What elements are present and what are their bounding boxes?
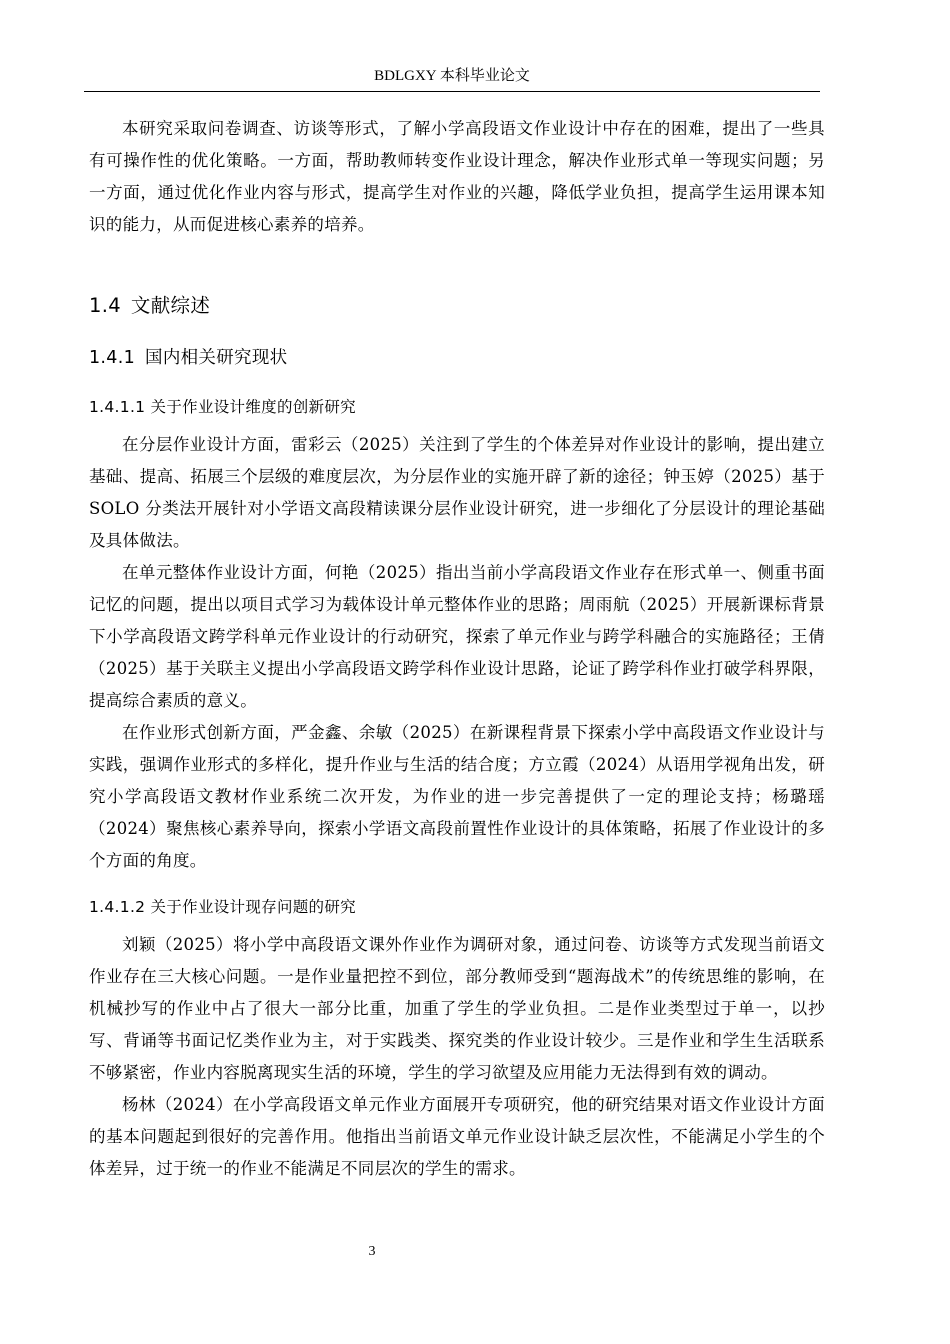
subsubsection-2-heading: 1.4.1.2 关于作业设计现存问题的研究 <box>89 898 356 916</box>
subsubsection-1-heading: 1.4.1.1 关于作业设计维度的创新研究 <box>89 398 356 416</box>
running-header: BDLGXY 本科毕业论文 <box>374 68 530 84</box>
paragraph-liu-ying: 刘颖（2025）将小学中高段语文课外作业作为调研对象，通过问卷、访谈等方式发现当前语文作业存在三大核心问题。一是作业量把控不到位，部分教师受到“题海战术”的传统思维的影响，在机械抄写的作业中占了很大一部分比重，加重了学生的学业负担。二是作业类型过于单一，以抄写、背诵等书面记忆类作业为主，对于实践类、探究类的作业设计较少。三是作业和学生生活联系不够紧密，作业内容脱离现实生活的环境，学生的学习欲望及应用能力无法得到有效的调动。 <box>89 935 825 1082</box>
page-number: 3 <box>368 1244 376 1259</box>
subsection-heading <box>89 343 825 373</box>
section-number: 1.4 <box>89 294 121 317</box>
paragraph-form-innovation: 在作业形式创新方面，严金鑫、余敏（2025）在新课程背景下探索小学中高段语文作业设计与实践，强调作业形式的多样化，提升作业与生活的结合度；方立霞（2024）从语用学视角出发，研究小学高段语文教材作业系统二次开发，为作业的进一步完善提供了一定的理论支持；杨璐瑶（2024）聚焦核心素养导向，探索小学语文高段前置性作业设计的具体策略，拓展了作业设计的多个方面的角度。 <box>89 723 825 870</box>
section-title: 文献综述 <box>130 294 211 317</box>
paragraph-unit-homework: 在单元整体作业设计方面，何艳（2025）指出当前小学高段语文作业存在形式单一、侧重书面记忆的问题，提出以项目式学习为载体设计单元整体作业的思路；周雨航（2025）开展新课标背景下小学高段语文跨学科单元作业设计的行动研究，探索了单元作业与跨学科融合的实施路径；王倩（2025）基于关联主义提出小学高段语文跨学科作业设计思路，论证了跨学科作业打破学科界限，提高综合素质的意义。 <box>89 563 825 710</box>
section-heading <box>89 291 825 321</box>
paragraph-layered-homework: 在分层作业设计方面，雷彩云（2025）关注到了学生的个体差异对作业设计的影响，提出建立基础、提高、拓展三个层级的难度层次，为分层作业的实施开辟了新的途径；钟玉婷（2025）基于 SOLO 分类法开展针对小学语文高段精读课分层作业设计研究，进一步细化了分层设计的理论基础及具体做法。 <box>89 435 825 550</box>
subsection-title: 国内相关研究现状 <box>145 348 288 368</box>
page-body <box>89 113 825 1185</box>
subsection-number: 1.4.1 <box>89 348 136 368</box>
intro-paragraph: 本研究采取问卷调查、访谈等形式，了解小学高段语文作业设计中存在的困难，提出了一些具有可操作性的优化策略。一方面，帮助教师转变作业设计理念，解决作业形式单一等现实问题；另一方面，通过优化作业内容与形式，提高学生对作业的兴趣，降低学业负担，提高学生运用课本知识的能力，从而促进核心素养的培养。 <box>89 119 825 234</box>
header-rule <box>84 91 820 92</box>
paragraph-yang-lin: 杨林（2024）在小学高段语文单元作业方面展开专项研究，他的研究结果对语文作业设计方面的基本问题起到很好的完善作用。他指出当前语文单元作业设计缺乏层次性，不能满足小学生的个体差异，过于统一的作业不能满足不同层次的学生的需求。 <box>89 1095 825 1178</box>
